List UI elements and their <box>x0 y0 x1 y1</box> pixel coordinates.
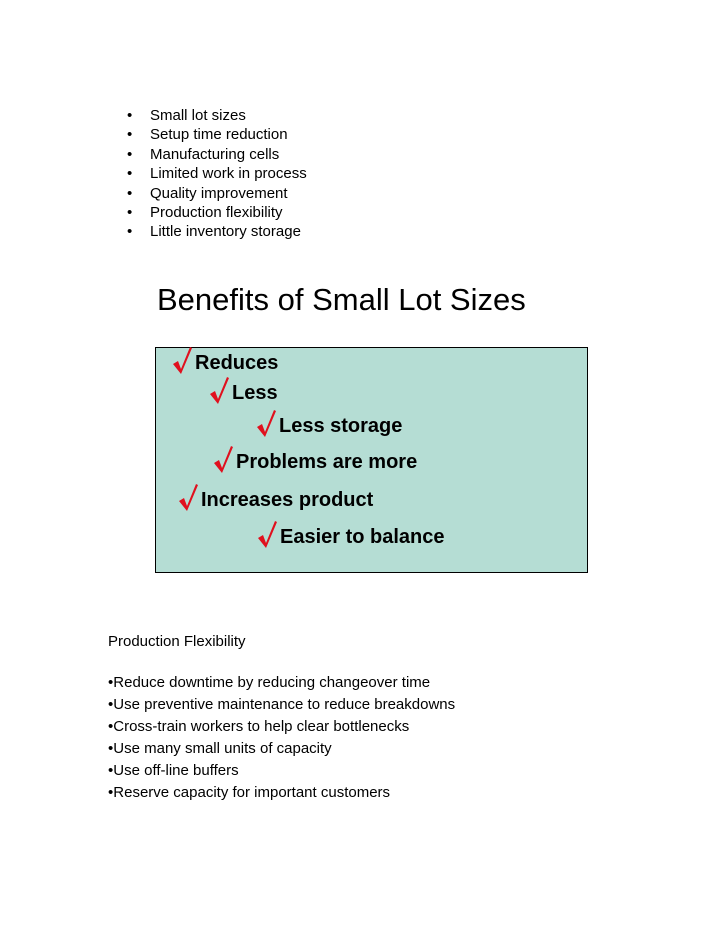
check-mark-icon <box>212 444 234 474</box>
list-item: • Quality improvement <box>127 184 288 202</box>
bullet-icon: • <box>127 126 133 144</box>
bullet-icon: • <box>127 223 133 241</box>
bullet-icon: • <box>127 145 133 163</box>
section-title: Production Flexibility <box>108 633 246 650</box>
bullet-icon: • <box>127 204 133 222</box>
list-item: •Use preventive maintenance to reduce breakdowns <box>108 696 456 713</box>
bullet-icon: • <box>108 762 114 779</box>
check-mark-icon <box>256 519 278 549</box>
check-item-less: Less <box>208 375 278 405</box>
bullet-icon: • <box>108 784 114 801</box>
bullet-icon: • <box>108 696 114 713</box>
list-item: • Production flexibility <box>127 204 283 222</box>
list-item: •Use off-line buffers <box>108 762 239 779</box>
check-item-increases: Increases product <box>177 482 373 512</box>
check-item-easier: Easier to balance <box>256 519 445 549</box>
bullet-icon: • <box>127 165 133 183</box>
check-mark-icon <box>255 408 277 438</box>
bullet-icon: • <box>108 674 114 691</box>
check-mark-icon <box>171 345 193 375</box>
list-item: •Reserve capacity for important customers <box>108 784 391 801</box>
list-item: • Manufacturing cells <box>127 145 280 163</box>
bullet-icon: • <box>127 107 133 124</box>
check-item-reduces: Reduces <box>171 345 278 375</box>
bullet-icon: • <box>108 718 114 735</box>
list-item: •Reduce downtime by reducing changeover time <box>108 674 431 691</box>
list-item: • Small lot sizes <box>127 107 246 124</box>
check-item-less-storage: Less storage <box>255 408 402 438</box>
production-flexibility-list <box>108 672 455 804</box>
list-item: • Limited work in process <box>127 165 307 183</box>
list-item: • Setup time reduction <box>127 126 288 144</box>
bullet-icon: • <box>127 184 133 202</box>
top-bullet-list <box>127 106 307 242</box>
list-item: • Little inventory storage <box>127 223 301 241</box>
list-item: •Cross-train workers to help clear bottlenecks <box>108 718 410 735</box>
list-item: •Use many small units of capacity <box>108 740 332 757</box>
bullet-icon: • <box>108 740 114 757</box>
check-item-problems: Problems are more <box>212 444 417 474</box>
slide-title: Benefits of Small Lot Sizes <box>157 282 526 317</box>
check-mark-icon <box>208 375 230 405</box>
check-mark-icon <box>177 482 199 512</box>
